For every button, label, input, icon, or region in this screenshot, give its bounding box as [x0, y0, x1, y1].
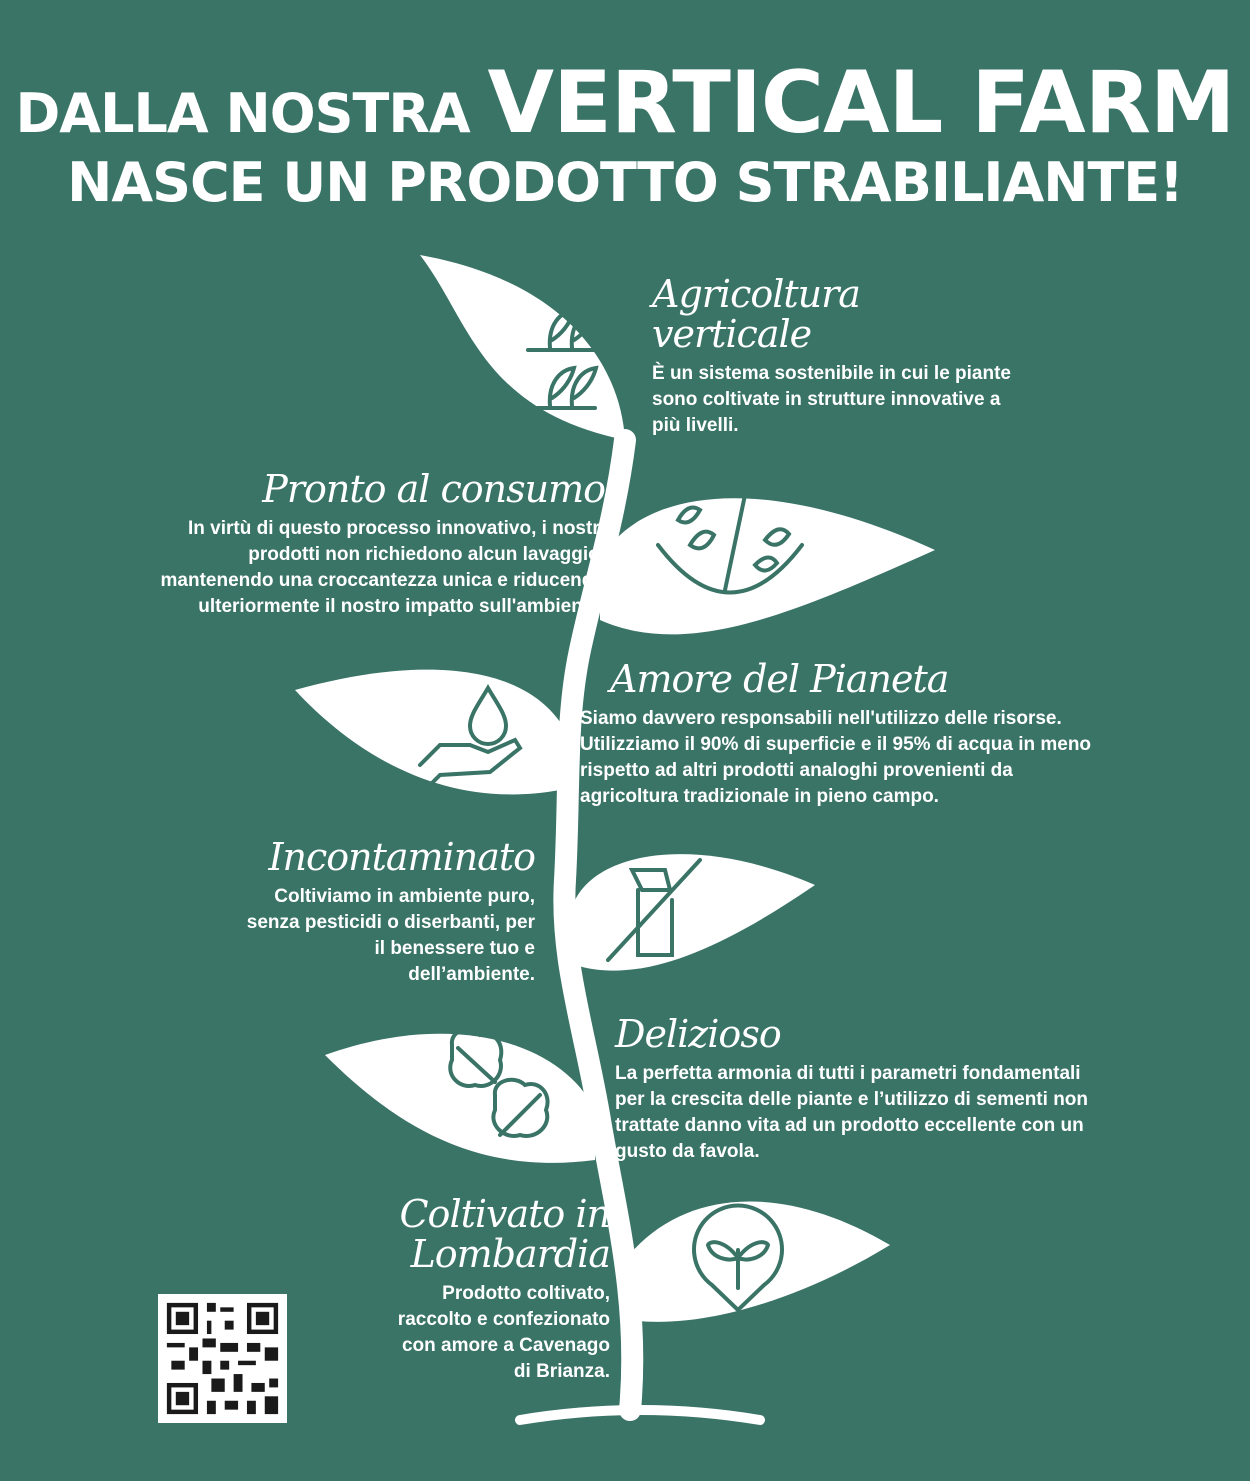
leaf-lombardia [625, 1201, 890, 1321]
section-title: Coltivato in Lombardia [399, 1192, 610, 1276]
headline-emphasis: VERTICAL FARM [487, 53, 1235, 153]
headline-prefix: DALLA NOSTRA [15, 82, 470, 145]
ground [520, 1410, 760, 1420]
section-agricoltura [652, 272, 1072, 439]
section-title: Amore del Pianeta [610, 657, 949, 701]
section-title: Agricoltura verticale [652, 272, 860, 356]
section-pronto [140, 467, 605, 620]
section-body: Coltiviamo in ambiente puro, senza pesticidi o diserbanti, per il benessere tuo e dell’ambiente. [246, 885, 535, 985]
leaf-delizioso [325, 1034, 595, 1163]
section-body: È un sistema sostenibile in cui le piante sono coltivate in strutture innovative a più livelli. [652, 362, 1011, 436]
section-incontaminato [240, 835, 535, 988]
section-title: Pronto al consumo [262, 467, 605, 511]
leaf-pronto [600, 498, 935, 634]
section-delizioso [615, 1012, 1115, 1165]
leaf-amore [295, 670, 570, 795]
headline-line2: NASCE UN PRODOTTO STRABILIANTE! [67, 151, 1183, 214]
leaf-incontaminato [575, 854, 815, 970]
qr-code-icon[interactable] [158, 1294, 287, 1423]
section-title: Incontaminato [268, 835, 535, 879]
section-body: La perfetta armonia di tutti i parametri fondamentali per la crescita delle piante e l’utilizzo di sementi non trattate danno vita ad un prodotto eccellente con un gusto da favola. [615, 1062, 1089, 1162]
section-lombardia [300, 1192, 610, 1385]
section-body: In virtù di questo processo innovativo, i nostri prodotti non richiedono alcun lavaggio, mantenendo una croccantezza unica e riducendo ulteriormente il nostro impatto sull'ambiente. [160, 517, 605, 617]
section-amore [580, 657, 1120, 810]
section-body: Prodotto coltivato, raccolto e confezionato con amore a Cavenago di Brianza. [397, 1282, 610, 1382]
leaf-agricoltura [420, 255, 625, 440]
section-title: Delizioso [615, 1012, 781, 1056]
section-body: Siamo davvero responsabili nell'utilizzo delle risorse. Utilizziamo il 90% di superficie e il 95% di acqua in meno rispetto ad altri prodotti analoghi provenienti da agricoltura tradizionale in pieno campo. [580, 707, 1092, 807]
